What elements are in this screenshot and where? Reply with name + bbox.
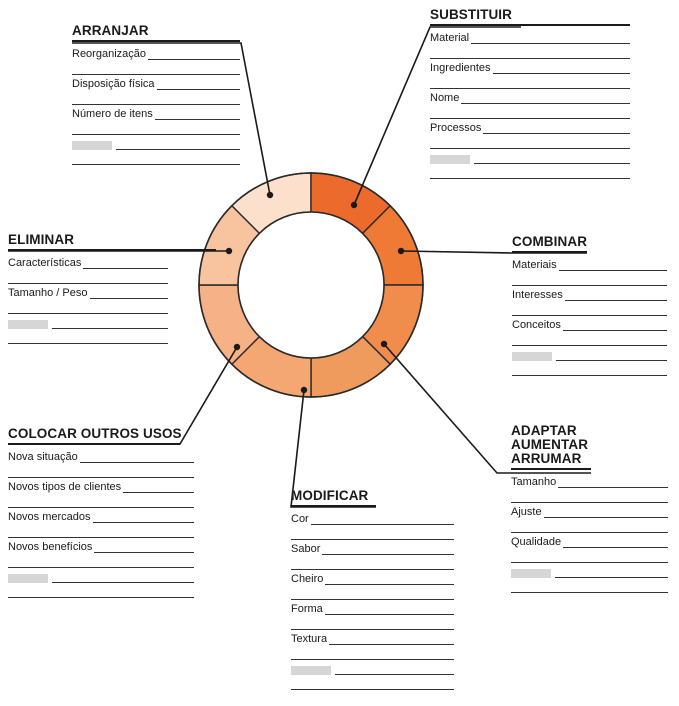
field-label: Tamanho xyxy=(511,476,557,488)
blank-line[interactable] xyxy=(291,618,454,632)
field-label: Materiais xyxy=(512,259,557,271)
field-label: Interesses xyxy=(512,289,563,301)
blank-line[interactable] xyxy=(511,491,668,505)
field-label: Número de itens xyxy=(72,108,153,120)
field-material[interactable] xyxy=(430,32,630,46)
field-label: Novos mercados xyxy=(8,511,91,523)
connector-substituir-dot xyxy=(351,202,357,208)
section-title: COLOCAR OUTROS USOS xyxy=(8,426,182,441)
field-nova-situacao[interactable] xyxy=(8,451,194,465)
title-rule xyxy=(511,468,591,470)
field-label: Textura xyxy=(291,633,328,645)
custom-field[interactable] xyxy=(430,152,630,166)
blank-line[interactable] xyxy=(72,93,240,107)
title-rule xyxy=(430,24,630,26)
blank-line[interactable] xyxy=(291,528,454,542)
blank-line[interactable] xyxy=(511,521,668,535)
ring-center xyxy=(238,212,384,358)
title-rule xyxy=(291,505,376,507)
label-placeholder xyxy=(430,155,470,164)
section-title-2: AUMENTAR xyxy=(511,437,589,452)
connector-colocar-dot xyxy=(234,344,240,350)
blank-line[interactable] xyxy=(291,648,454,662)
field-label: Tamanho / Peso xyxy=(8,287,88,299)
field-cheiro[interactable] xyxy=(291,573,454,587)
section-eliminar xyxy=(8,233,168,347)
blank-line[interactable] xyxy=(430,77,630,91)
field-label: Ingredientes xyxy=(430,62,491,74)
field-caracteristicas[interactable] xyxy=(8,257,168,271)
label-placeholder xyxy=(512,352,552,361)
blank-line[interactable] xyxy=(512,334,667,348)
title-rule xyxy=(8,249,216,251)
field-label: Qualidade xyxy=(511,536,562,548)
blank-line[interactable] xyxy=(8,332,168,346)
field-label: Novos benefícios xyxy=(8,541,93,553)
field-materiais[interactable] xyxy=(512,259,667,273)
scamper-ring xyxy=(199,173,423,397)
field-conceitos[interactable] xyxy=(512,319,667,333)
blank-line[interactable] xyxy=(72,123,240,137)
blank-line[interactable] xyxy=(8,272,168,286)
field-label: Forma xyxy=(291,603,323,615)
blank-line[interactable] xyxy=(430,107,630,121)
field-label: Ajuste xyxy=(511,506,542,518)
field-label: Nova situação xyxy=(8,451,78,463)
connector-adaptar-dot xyxy=(381,341,387,347)
label-placeholder xyxy=(291,666,331,675)
blank-line[interactable] xyxy=(430,167,630,181)
section-title: MODIFICAR xyxy=(291,488,369,503)
custom-field[interactable] xyxy=(8,571,194,585)
section-modificar xyxy=(291,489,454,693)
connector-eliminar-dot xyxy=(226,248,232,254)
custom-field[interactable] xyxy=(511,566,668,580)
title-rule xyxy=(72,40,240,42)
field-label: Processos xyxy=(430,122,482,134)
custom-field[interactable] xyxy=(291,663,454,677)
section-title: ELIMINAR xyxy=(8,232,75,247)
field-qualidade[interactable] xyxy=(511,536,668,550)
field-label: Cheiro xyxy=(291,573,324,585)
field-label: Reorganização xyxy=(72,48,146,60)
blank-line[interactable] xyxy=(430,137,630,151)
field-label: Cor xyxy=(291,513,309,525)
field-processos[interactable] xyxy=(430,122,630,136)
blank-line[interactable] xyxy=(512,274,667,288)
field-sabor[interactable] xyxy=(291,543,454,557)
field-ingredientes[interactable] xyxy=(430,62,630,76)
blank-line[interactable] xyxy=(512,304,667,318)
blank-line[interactable] xyxy=(291,678,454,692)
label-placeholder xyxy=(8,574,48,583)
section-title-1: ADAPTAR xyxy=(511,423,577,438)
label-placeholder xyxy=(8,320,48,329)
connector-arranjar-dot xyxy=(267,192,273,198)
connector-modificar-dot xyxy=(301,387,307,393)
field-forma[interactable] xyxy=(291,603,454,617)
custom-field[interactable] xyxy=(512,349,667,363)
section-arranjar xyxy=(72,24,240,168)
field-numero-de-itens[interactable] xyxy=(72,108,240,122)
connector-combinar-dot xyxy=(398,248,404,254)
field-label: Material xyxy=(430,32,470,44)
field-textura[interactable] xyxy=(291,633,454,647)
title-rule xyxy=(512,251,587,253)
field-label: Novos tipos de clientes xyxy=(8,481,122,493)
section-title: SUBSTITUIR xyxy=(430,7,512,22)
blank-line[interactable] xyxy=(8,496,194,510)
label-placeholder xyxy=(72,141,112,150)
field-disposicao-fisica[interactable] xyxy=(72,78,240,92)
blank-line[interactable] xyxy=(72,63,240,77)
field-interesses[interactable] xyxy=(512,289,667,303)
section-adaptar-aumentar-arrumar xyxy=(511,424,668,596)
blank-line[interactable] xyxy=(511,551,668,565)
field-label: Conceitos xyxy=(512,319,561,331)
blank-line[interactable] xyxy=(72,153,240,167)
section-title: ARRANJAR xyxy=(72,23,149,38)
field-tamanho[interactable] xyxy=(511,476,668,490)
field-novos-tipos-de-clientes[interactable] xyxy=(8,481,194,495)
blank-line[interactable] xyxy=(511,581,668,595)
blank-line[interactable] xyxy=(8,526,194,540)
field-cor[interactable] xyxy=(291,513,454,527)
blank-line[interactable] xyxy=(291,558,454,572)
custom-field[interactable] xyxy=(8,317,168,331)
field-label: Sabor xyxy=(291,543,321,555)
title-rule xyxy=(8,443,180,445)
blank-line[interactable] xyxy=(8,586,194,600)
field-label: Nome xyxy=(430,92,460,104)
section-title: COMBINAR xyxy=(512,234,588,249)
field-tamanho-peso[interactable] xyxy=(8,287,168,301)
field-novos-mercados[interactable] xyxy=(8,511,194,525)
section-colocar-outros-usos xyxy=(8,427,194,601)
field-label: Características xyxy=(8,257,82,269)
custom-field[interactable] xyxy=(72,138,240,152)
field-label: Disposição física xyxy=(72,78,155,90)
section-title-3: ARRUMAR xyxy=(511,451,582,466)
blank-line[interactable] xyxy=(512,364,667,378)
field-novos-beneficios[interactable] xyxy=(8,541,194,555)
blank-line[interactable] xyxy=(8,556,194,570)
field-reorganizacao[interactable] xyxy=(72,48,240,62)
blank-line[interactable] xyxy=(8,466,194,480)
section-combinar xyxy=(512,235,667,379)
section-substituir xyxy=(430,8,630,182)
blank-line[interactable] xyxy=(291,588,454,602)
label-placeholder xyxy=(511,569,551,578)
field-nome[interactable] xyxy=(430,92,630,106)
blank-line[interactable] xyxy=(8,302,168,316)
field-ajuste[interactable] xyxy=(511,506,668,520)
blank-line[interactable] xyxy=(430,47,630,61)
